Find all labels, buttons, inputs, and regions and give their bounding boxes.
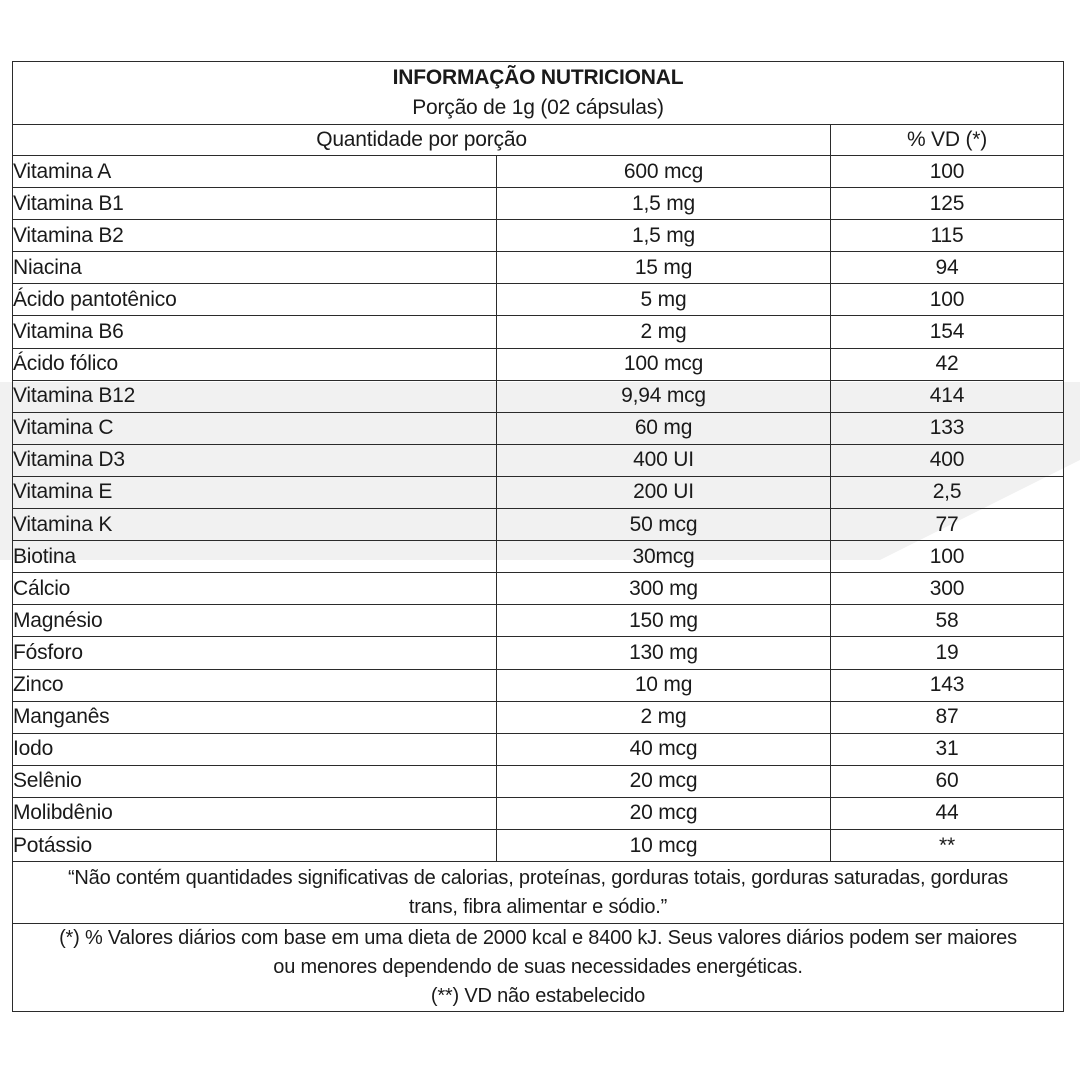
serving-size: Porção de 1g (02 cápsulas) [412, 96, 664, 119]
nutrient-name: Vitamina B12 [13, 380, 497, 412]
nutrient-amount: 1,5 mg [497, 220, 831, 252]
nutrient-row [13, 220, 1064, 252]
nutrient-vd: 94 [831, 252, 1064, 284]
nutrient-row [13, 156, 1064, 188]
nutrient-vd: 125 [831, 188, 1064, 220]
nutrient-name: Vitamina A [13, 156, 497, 188]
footnote-line: (*) % Valores diários com base em uma dieta de 2000 kcal e 8400 kJ. Seus valores diários podem ser maiores [59, 927, 1017, 950]
nutrient-vd: 2,5 [831, 476, 1064, 508]
nutrient-amount: 150 mg [497, 605, 831, 637]
nutrient-name: Vitamina E [13, 476, 497, 508]
nutrient-name: Iodo [13, 733, 497, 765]
title-row [13, 62, 1064, 125]
nutrient-amount: 60 mg [497, 412, 831, 444]
nutrient-name: Vitamina B1 [13, 188, 497, 220]
nutrient-amount: 200 UI [497, 476, 831, 508]
nutrient-row [13, 380, 1064, 412]
nutrient-row [13, 284, 1064, 316]
nutrient-row [13, 476, 1064, 508]
nutrient-vd: ** [831, 829, 1064, 861]
nutrient-vd: 300 [831, 573, 1064, 605]
nutrient-vd: 42 [831, 348, 1064, 380]
nutrient-vd: 60 [831, 765, 1064, 797]
daily-values-footnote [13, 924, 1064, 1012]
nutrient-row [13, 829, 1064, 861]
nutrient-vd: 100 [831, 541, 1064, 573]
nutrient-vd: 143 [831, 669, 1064, 701]
note-line: “Não contém quantidades significativas de calorias, proteínas, gorduras totais, gorduras saturadas, gorduras [67, 866, 1009, 889]
table-title: INFORMAÇÃO NUTRICIONAL [392, 66, 684, 89]
nutrient-row [13, 637, 1064, 669]
nutrient-row [13, 733, 1064, 765]
nutrient-row [13, 316, 1064, 348]
nutrient-vd: 400 [831, 444, 1064, 476]
nutrient-amount: 10 mcg [497, 829, 831, 861]
nutrient-name: Biotina [13, 541, 497, 573]
nutrient-name: Ácido pantotênico [13, 284, 497, 316]
nutrient-amount: 30mcg [497, 541, 831, 573]
nutrient-name: Magnésio [13, 605, 497, 637]
no-significant-note [13, 862, 1064, 924]
nutrient-vd: 115 [831, 220, 1064, 252]
nutrient-vd: 100 [831, 156, 1064, 188]
nutrient-amount: 9,94 mcg [497, 380, 831, 412]
nutrient-vd: 19 [831, 637, 1064, 669]
nutrition-table [12, 61, 1064, 1012]
nutrient-row [13, 348, 1064, 380]
nutrient-name: Vitamina D3 [13, 444, 497, 476]
nutrient-amount: 1,5 mg [497, 188, 831, 220]
nutrient-name: Vitamina B6 [13, 316, 497, 348]
nutrient-row [13, 188, 1064, 220]
nutrient-vd: 31 [831, 733, 1064, 765]
nutrient-amount: 2 mg [497, 316, 831, 348]
nutrient-amount: 2 mg [497, 701, 831, 733]
nutrient-amount: 40 mcg [497, 733, 831, 765]
nutrient-name: Selênio [13, 765, 497, 797]
nutrition-facts-panel [12, 61, 1063, 1012]
nutrient-vd: 414 [831, 380, 1064, 412]
nutrient-amount: 20 mcg [497, 797, 831, 829]
nutrient-amount: 130 mg [497, 637, 831, 669]
nutrient-amount: 5 mg [497, 284, 831, 316]
quantity-header: Quantidade por porção [13, 125, 831, 156]
note-line: trans, fibra alimentar e sódio.” [408, 895, 668, 918]
nutrient-amount: 10 mg [497, 669, 831, 701]
nutrient-amount: 20 mcg [497, 765, 831, 797]
nutrient-name: Cálcio [13, 573, 497, 605]
nutrient-row [13, 797, 1064, 829]
nutrient-name: Ácido fólico [13, 348, 497, 380]
nutrient-amount: 50 mcg [497, 509, 831, 541]
nutrient-vd: 58 [831, 605, 1064, 637]
footnote-line: ou menores dependendo de suas necessidades energéticas. [273, 956, 803, 979]
nutrient-vd: 87 [831, 701, 1064, 733]
nutrient-vd: 44 [831, 797, 1064, 829]
nutrient-amount: 600 mcg [497, 156, 831, 188]
nutrient-amount: 15 mg [497, 252, 831, 284]
nutrient-row [13, 765, 1064, 797]
nutrient-row [13, 444, 1064, 476]
nutrient-amount: 300 mg [497, 573, 831, 605]
nutrient-row [13, 701, 1064, 733]
nutrient-name: Vitamina C [13, 412, 497, 444]
nutrient-vd: 133 [831, 412, 1064, 444]
nutrient-name: Zinco [13, 669, 497, 701]
nutrient-name: Fósforo [13, 637, 497, 669]
nutrient-name: Manganês [13, 701, 497, 733]
nutrient-vd: 100 [831, 284, 1064, 316]
title-cell [13, 62, 1064, 125]
vd-header: % VD (*) [831, 125, 1064, 156]
nutrient-row [13, 252, 1064, 284]
nutrient-row [13, 509, 1064, 541]
nutrient-name: Niacina [13, 252, 497, 284]
nutrient-row [13, 573, 1064, 605]
nutrient-row [13, 541, 1064, 573]
nutrient-row [13, 669, 1064, 701]
nutrient-vd: 154 [831, 316, 1064, 348]
footnote-line: (**) VD não estabelecido [430, 985, 646, 1008]
note-row [13, 862, 1064, 924]
nutrient-name: Molibdênio [13, 797, 497, 829]
nutrient-vd: 77 [831, 509, 1064, 541]
nutrient-name: Vitamina K [13, 509, 497, 541]
footnote-row [13, 924, 1064, 1012]
nutrient-amount: 100 mcg [497, 348, 831, 380]
nutrient-row [13, 605, 1064, 637]
column-header-row [13, 125, 1064, 156]
nutrient-amount: 400 UI [497, 444, 831, 476]
nutrient-row [13, 412, 1064, 444]
nutrient-name: Potássio [13, 829, 497, 861]
nutrient-name: Vitamina B2 [13, 220, 497, 252]
